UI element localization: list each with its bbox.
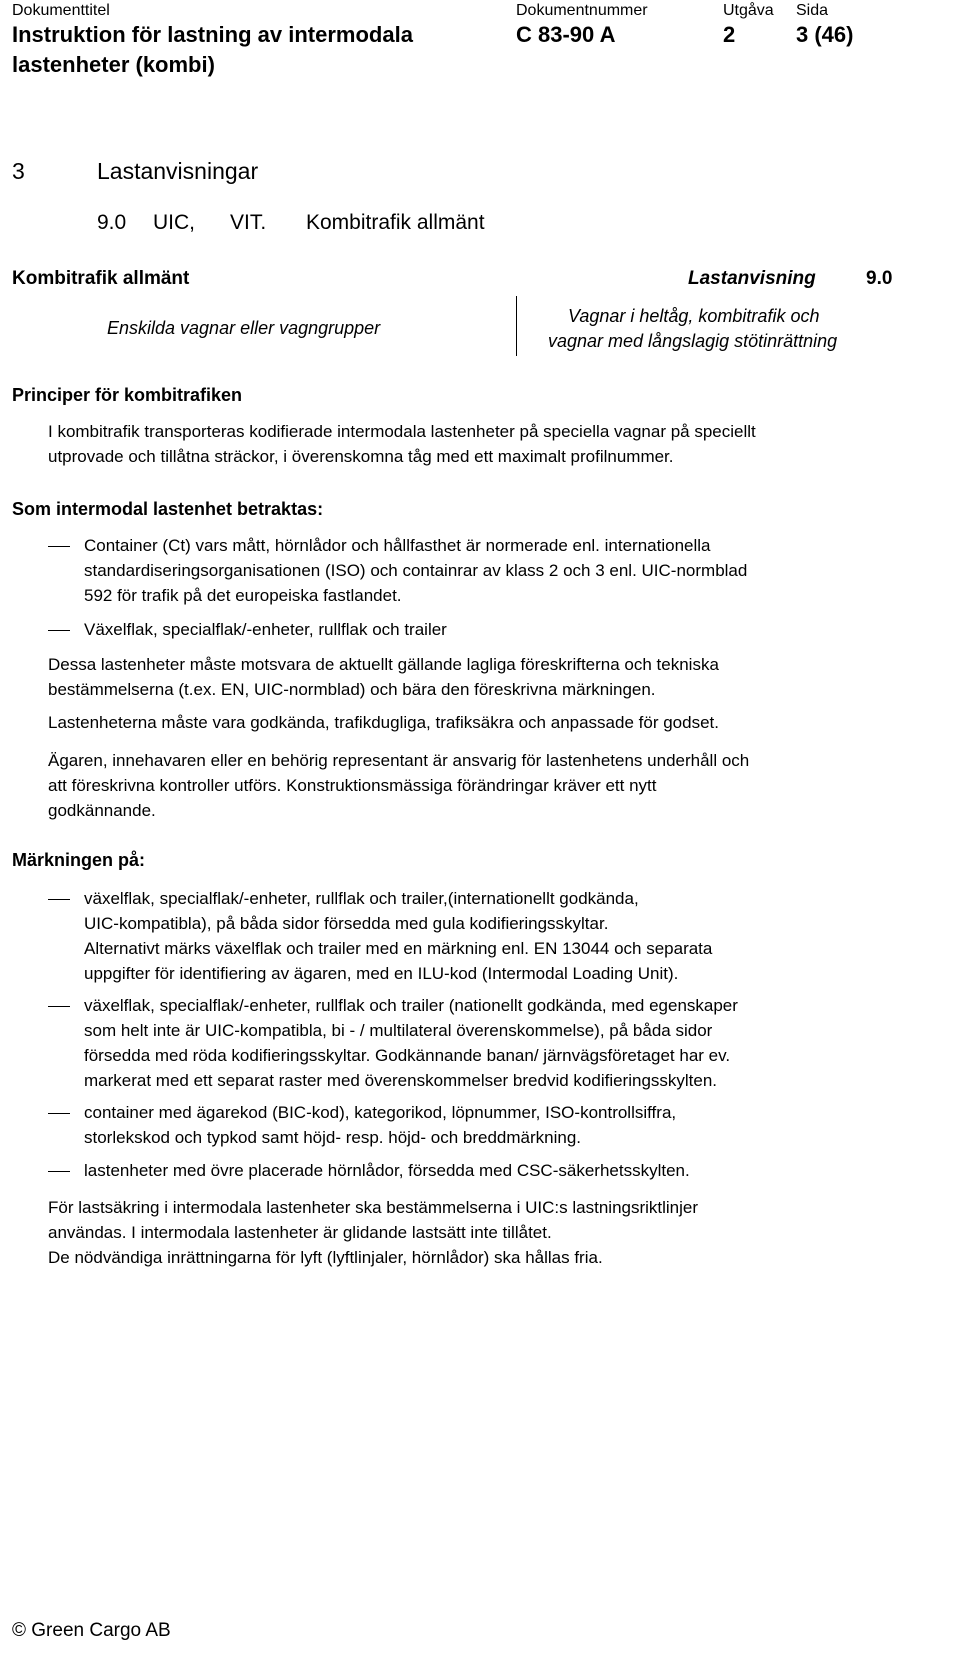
marking-i1-line3: Alternativt märks växelflak och trailer med en märkning enl. EN 13044 och separata [84, 939, 713, 958]
dash-bullet [48, 1171, 70, 1172]
intermodal-paragraph-3 [48, 748, 749, 823]
page-label: Sida [796, 2, 829, 19]
marking-item-international [84, 886, 712, 986]
footer-copyright: © Green Cargo AB [12, 1620, 171, 1641]
intermodal-item-vaxelflak [84, 617, 447, 642]
section-vit: VIT. [230, 211, 267, 234]
intermodal-item1-line3: 592 för trafik på det europeiska fastlandet. [84, 586, 402, 605]
edition: 2 [723, 22, 736, 47]
p3-line1: Ägaren, innehavaren eller en behörig representant är ansvarig för lastenhetens underhåll och [48, 751, 750, 770]
chapter-number: 3 [12, 158, 25, 184]
intermodal-paragraph-2 [48, 710, 719, 735]
final-line3: De nödvändiga inrättningarna för lyft (lyftlinjaler, hörnlådor) ska hållas fria. [48, 1248, 603, 1267]
p3-line3: godkännande. [48, 801, 156, 820]
final-line1: För lastsäkring i intermodala lastenheter ska bestämmelserna i UIC:s lastningsriktlinjer [48, 1198, 699, 1217]
doc-title-label: Dokumenttitel [12, 2, 110, 19]
edition-label: Utgåva [723, 2, 774, 19]
subheader-number: 9.0 [866, 268, 893, 289]
principles-heading: Principer för kombitrafiken [12, 385, 243, 405]
marking-i2-line4: markerat med ett separat raster med överenskommelser bredvid kodifieringsskylten. [84, 1071, 718, 1090]
dash-bullet [48, 1006, 70, 1007]
marking-heading: Märkningen på: [12, 850, 146, 870]
section-number: 9.0 [97, 211, 127, 234]
marking-i4-line1: lastenheter med övre placerade hörnlådor, försedda med CSC-säkerhetsskylten. [84, 1161, 690, 1180]
section-uic: UIC, [153, 211, 195, 234]
intermodal-paragraph-1 [48, 652, 719, 702]
load-securing-paragraph [48, 1195, 698, 1270]
p1-line1: Dessa lastenheter måste motsvara de aktuellt gällande lagliga föreskrifterna och tekniska [48, 655, 719, 674]
marking-item-container [84, 1100, 676, 1150]
final-line2: användas. I intermodala lastenheter är glidande lastsätt inte tillåtet. [48, 1223, 552, 1242]
table-right-line2: vagnar med långslagig stötinrättning [548, 331, 838, 351]
page-number: 3 (46) [796, 22, 854, 47]
dash-bullet [48, 546, 70, 547]
marking-i2-line2: som helt inte är UIC-kompatibla, bi - / multilateral överenskommelse), på båda sidor [84, 1021, 713, 1040]
doc-title-line2: lastenheter (kombi) [12, 52, 215, 77]
principles-line2: utprovade och tillåtna sträckor, i överenskomna tåg med ett maximalt profilnummer. [48, 447, 674, 466]
marking-i2-line3: försedda med röda kodifieringsskyltar. Godkännande banan/ järnvägsföretaget har ev. [84, 1046, 731, 1065]
chapter-title: Lastanvisningar [97, 158, 259, 184]
dash-bullet [48, 1113, 70, 1114]
doc-number: C 83-90 A [516, 22, 616, 47]
doc-number-label: Dokumentnummer [516, 2, 648, 19]
subheader-lastanvisning: Lastanvisning [688, 268, 816, 289]
dash-bullet [48, 630, 70, 631]
intermodal-item2-line1: Växelflak, specialflak/-enheter, rullflak och trailer [84, 620, 447, 639]
p2-line1: Lastenheterna måste vara godkända, trafikdugliga, trafiksäkra och anpassade för godset. [48, 713, 719, 732]
subheader-left: Kombitrafik allmänt [12, 268, 190, 289]
table-divider [516, 296, 517, 356]
marking-item-national [84, 993, 738, 1093]
marking-item-csc [84, 1158, 690, 1183]
principles-line1: I kombitrafik transporteras kodifierade intermodala lastenheter på speciella vagnar på speciellt [48, 422, 756, 441]
intermodal-item-container [84, 533, 747, 608]
marking-i1-line1: växelflak, specialflak/-enheter, rullflak och trailer,(internationellt godkända, [84, 889, 639, 908]
intermodal-heading: Som intermodal lastenhet betraktas: [12, 499, 324, 519]
table-right-line1: Vagnar i heltåg, kombitrafik och [568, 306, 820, 326]
marking-i1-line2: UIC-kompatibla), på båda sidor försedda med gula kodifieringsskyltar. [84, 914, 609, 933]
p1-line2: bestämmelserna (t.ex. EN, UIC-normblad) och bära den föreskrivna märkningen. [48, 680, 656, 699]
doc-title-line1: Instruktion för lastning av intermodala [12, 22, 413, 47]
table-left-cell: Enskilda vagnar eller vagngrupper [107, 318, 381, 338]
marking-i3-line1: container med ägarekod (BIC-kod), kategorikod, löpnummer, ISO-kontrollsiffra, [84, 1103, 677, 1122]
dash-bullet [48, 899, 70, 900]
marking-i1-line4: uppgifter för identifiering av ägaren, med en ILU-kod (Intermodal Loading Unit). [84, 964, 679, 983]
marking-i3-line2: storlekskod och typkod samt höjd- resp. höjd- och breddmärkning. [84, 1128, 582, 1147]
marking-i2-line1: växelflak, specialflak/-enheter, rullflak och trailer (nationellt godkända, med egenskaper [84, 996, 738, 1015]
principles-paragraph [48, 419, 756, 469]
intermodal-item1-line1: Container (Ct) vars mått, hörnlådor och hållfasthet är normerade enl. internationella [84, 536, 711, 555]
section-title: Kombitrafik allmänt [306, 211, 485, 234]
intermodal-item1-line2: standardiseringsorganisationen (ISO) och containrar av klass 2 och 3 enl. UIC-normblad [84, 561, 748, 580]
p3-line2: att föreskrivna kontroller utförs. Konstruktionsmässiga förändringar kräver ett nytt [48, 776, 657, 795]
